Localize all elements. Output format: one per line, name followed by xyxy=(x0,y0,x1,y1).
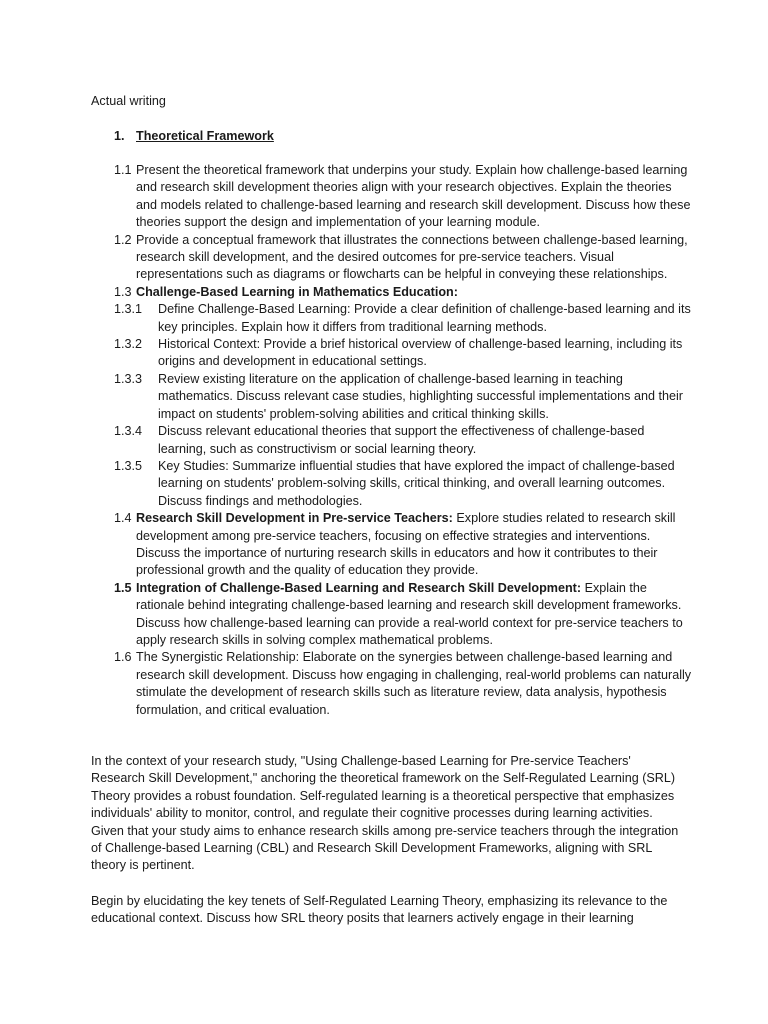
item-text: Present the theoretical framework that underpins your study. Explain how challenge-based learning and research skill development theories align with your research objectives. Explain the theories and models related to challenge-based learning and research skill development. Discuss how these theories support the design and implementation of your learning module. xyxy=(136,163,691,230)
subitem-number: 1.3.1 xyxy=(114,302,143,317)
outline-subitem-1-3-4 xyxy=(114,423,694,458)
item-bold-heading: Research Skill Development in Pre-service Teachers: xyxy=(136,511,453,526)
outline-subitem-1-3-1 xyxy=(114,301,694,336)
subitem-number: 1.3.4 xyxy=(114,424,143,439)
outline-subitem-1-3-3 xyxy=(114,371,694,423)
subitem-text: Define Challenge-Based Learning: Provide a clear definition of challenge-based learning and its key principles. Explain how it differs from traditional learning methods. xyxy=(158,302,691,334)
body-paragraph-srl-context: In the context of your research study, "Using Challenge-based Learning for Pre-service Teachers' Research Skill Development," anchoring the theoretical framework on the Self-Regulated Learning (SRL) Theory provides a robust foundation. Self-regulated learning is a theoretical perspective that emphasizes individuals' ability to monitor, control, and regulate their cognitive processes during learning activities. Given that your study aims to enhance research skills among pre-service teachers through the integration of Challenge-based Learning (CBL) and Research Skill Development Frameworks, aligning with SRL theory is pertinent. xyxy=(91,754,679,873)
subitem-text: Historical Context: Provide a brief historical overview of challenge-based learning, including its origins and development in educational settings. xyxy=(158,337,683,369)
item-number: 1.3 xyxy=(114,284,132,299)
outline-item-1-6 xyxy=(114,649,694,719)
item-number: 1.4 xyxy=(114,511,132,526)
item-bold-heading: Challenge-Based Learning in Mathematics Education: xyxy=(136,284,458,299)
item-number: 1.1 xyxy=(114,163,132,177)
item-text: Explain the rationale behind integrating challenge-based learning and research skill development frameworks. Discuss how challenge-based learning can provide a real-world context for pre-service teachers to apply research skills in solving complex mathematical problems. xyxy=(136,580,683,647)
outline-subitem-1-3-5 xyxy=(114,458,694,510)
item-text: Provide a conceptual framework that illustrates the connections between challenge-based learning, research skill development, and the desired outcomes for pre-service teachers. Visual representations such as diagrams or flowcharts can be helpful in conveying these relationships. xyxy=(136,232,688,282)
actual-writing-label: Actual writing xyxy=(91,94,166,108)
item-bold-heading: Integration of Challenge-Based Learning and Research Skill Development: xyxy=(136,580,582,595)
subitem-number: 1.3.3 xyxy=(114,371,143,386)
outline-subitem-1-3-2 xyxy=(114,336,694,371)
outline-item-1-4 xyxy=(114,510,694,580)
section-title: Theoretical Framework xyxy=(136,129,274,143)
subitem-text: Discuss relevant educational theories that support the effectiveness of challenge-based learning, such as constructivism or social learning theory. xyxy=(158,424,645,456)
subitem-number: 1.3.5 xyxy=(114,458,143,473)
body-paragraph-srl-tenets: Begin by elucidating the key tenets of Self-Regulated Learning Theory, emphasizing its relevance to the educational context. Discuss how SRL theory posits that learners actively engage in their learning xyxy=(91,894,668,926)
item-number: 1.6 xyxy=(114,650,132,665)
outline-item-1-5 xyxy=(114,580,694,650)
section-heading xyxy=(114,128,274,145)
item-text: Explore studies related to research skill development among pre-service teachers, focusing on effective strategies and interventions. Discuss the importance of nurturing research skills in educators and how it contributes to their professional growth and the quality of education they provide. xyxy=(136,511,676,578)
subitem-text: Key Studies: Summarize influential studies that have explored the impact of challenge-based learning on students' problem-solving skills, critical thinking, and overall learning outcomes. Discuss findings and methodologies. xyxy=(158,458,675,508)
item-text: The Synergistic Relationship: Elaborate on the synergies between challenge-based learning and research skill development. Discuss how engaging in challenging, real-world problems can naturally stimulate the development of research skills such as literature review, data analysis, hypothesis formulation, and critical evaluation. xyxy=(136,650,692,717)
outline-item-1-1 xyxy=(114,162,694,232)
item-number: 1.5 xyxy=(114,580,132,595)
outline-item-1-2 xyxy=(114,232,694,284)
outline-list xyxy=(114,162,694,719)
subitem-text: Review existing literature on the application of challenge-based learning in teaching mathematics. Discuss relevant case studies, highlighting successful implementations and their impact on students' problem-solving abilities and critical thinking skills. xyxy=(158,371,683,421)
section-number: 1. xyxy=(114,129,125,143)
item-number: 1.2 xyxy=(114,232,132,247)
subitem-number: 1.3.2 xyxy=(114,337,143,352)
outline-item-1-3 xyxy=(114,284,694,301)
